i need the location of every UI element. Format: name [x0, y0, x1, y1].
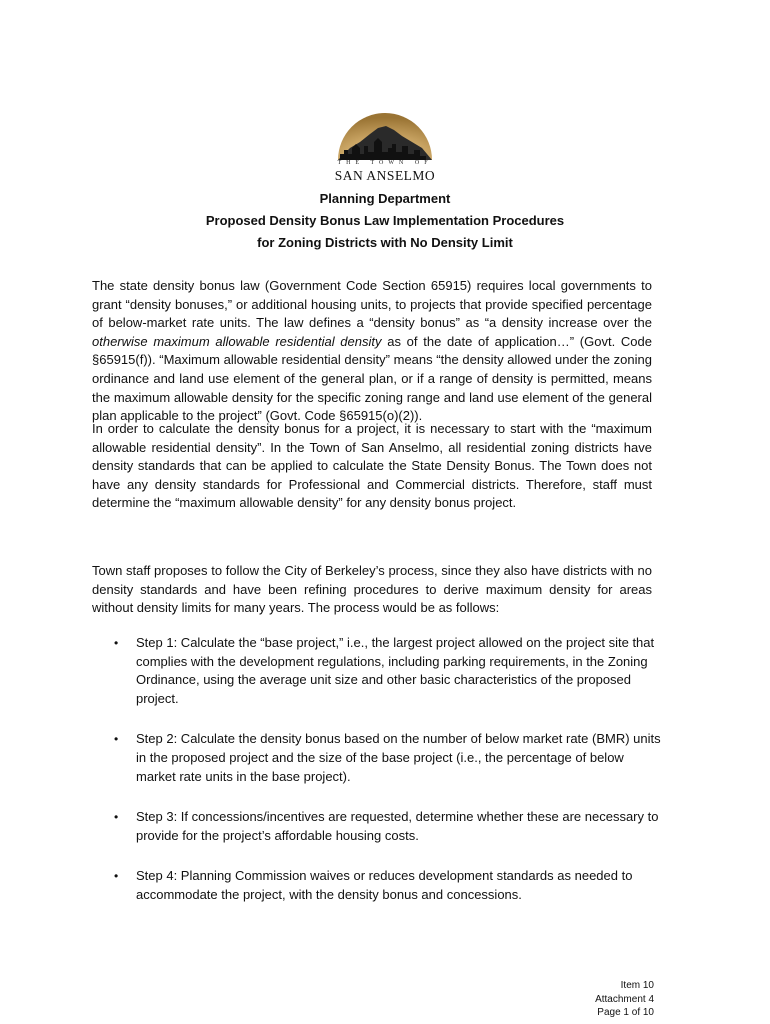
town-seal-graphic: [330, 104, 440, 162]
page-footer: [595, 979, 654, 1020]
list-item-step-4: [92, 867, 662, 904]
bullet-icon: •: [114, 732, 119, 747]
bullet-icon: •: [114, 810, 119, 825]
step-text: Step 1: Calculate the “base project,” i.e., the largest project allowed on the project site that complies with the development regulations, including parking requirements, in the Zoning Ordinance, using the average unit size and other basic characteristics of the proposed project.: [136, 635, 655, 706]
intro-text-part2: as of the date of application…” (Govt. Code §65915(f)). “Maximum allowable residential density” means “the density allowed under the zoning ordinance and land use element of the general plan, or if a range of density is permitted, means the maximum allowable density for the specific zoning range and land use element of the general plan applicable to the project” (Govt. Code §65915(o)(2)).: [92, 333, 652, 424]
step-text: Step 3: If concessions/incentives are requested, determine whether these are necessary to provide for the project’s affordable housing costs.: [136, 809, 659, 843]
intro-text-part1: The state density bonus law (Government Code Section 65915) requires local governments to grant “density bonuses,” or additional housing units, to projects that provide specified percentage of below-market rate units. The law defines a “density bonus” as “a density increase over the: [92, 278, 652, 331]
logo-town-name: SAN ANSELMO: [334, 168, 436, 183]
step-text: Step 2: Calculate the density bonus based on the number of below market rate (BMR) units in the proposed project and the size of the base project (i.e., the percentage of below market rate units in the base project).: [136, 731, 661, 784]
bullet-icon: •: [114, 869, 119, 884]
list-item-step-3: [92, 808, 662, 845]
step-text: Step 4: Planning Commission waives or reduces development standards as needed to accommodate the project, with the density bonus and concessions.: [136, 868, 633, 902]
footer-item-number: Item 10: [620, 980, 654, 991]
bullet-icon: •: [114, 636, 119, 650]
intro-italic-phrase: otherwise maximum allowable residential density: [92, 333, 382, 349]
process-paragraph: Town staff proposes to follow the City of Berkeley’s process, since they also have districts with no density standards and have been refining procedures to derive maximum density for areas without density limits for many years. The process would be as follows:: [92, 563, 652, 616]
town-logo: [330, 104, 440, 184]
calculation-paragraph: In order to calculate the density bonus for a project, it is necessary to start with the “maximum allowable residential density”. In the Town of San Anselmo, all residential zoning districts have density standards that can be applied to calculate the State Density Bonus. The Town does not have any density standards for Professional and Commercial districts. Therefore, staff must determine the “maximum allowable density” for any density bonus project.: [92, 421, 652, 511]
process-steps-list: [92, 634, 662, 927]
logo-tagline: THE TOWN OF: [337, 160, 433, 166]
list-item-step-2: [92, 730, 662, 786]
footer-page-number: Page 1 of 10: [597, 1007, 654, 1018]
list-item-step-1: [92, 634, 662, 708]
document-subtitle: for Zoning Districts with No Density Limit: [257, 235, 513, 250]
department-title: Planning Department: [319, 191, 451, 206]
intro-paragraph: [92, 277, 652, 426]
footer-attachment: Attachment 4: [595, 993, 654, 1005]
document-title: Proposed Density Bonus Law Implementation Procedures: [205, 213, 565, 228]
document-header: [0, 188, 770, 254]
